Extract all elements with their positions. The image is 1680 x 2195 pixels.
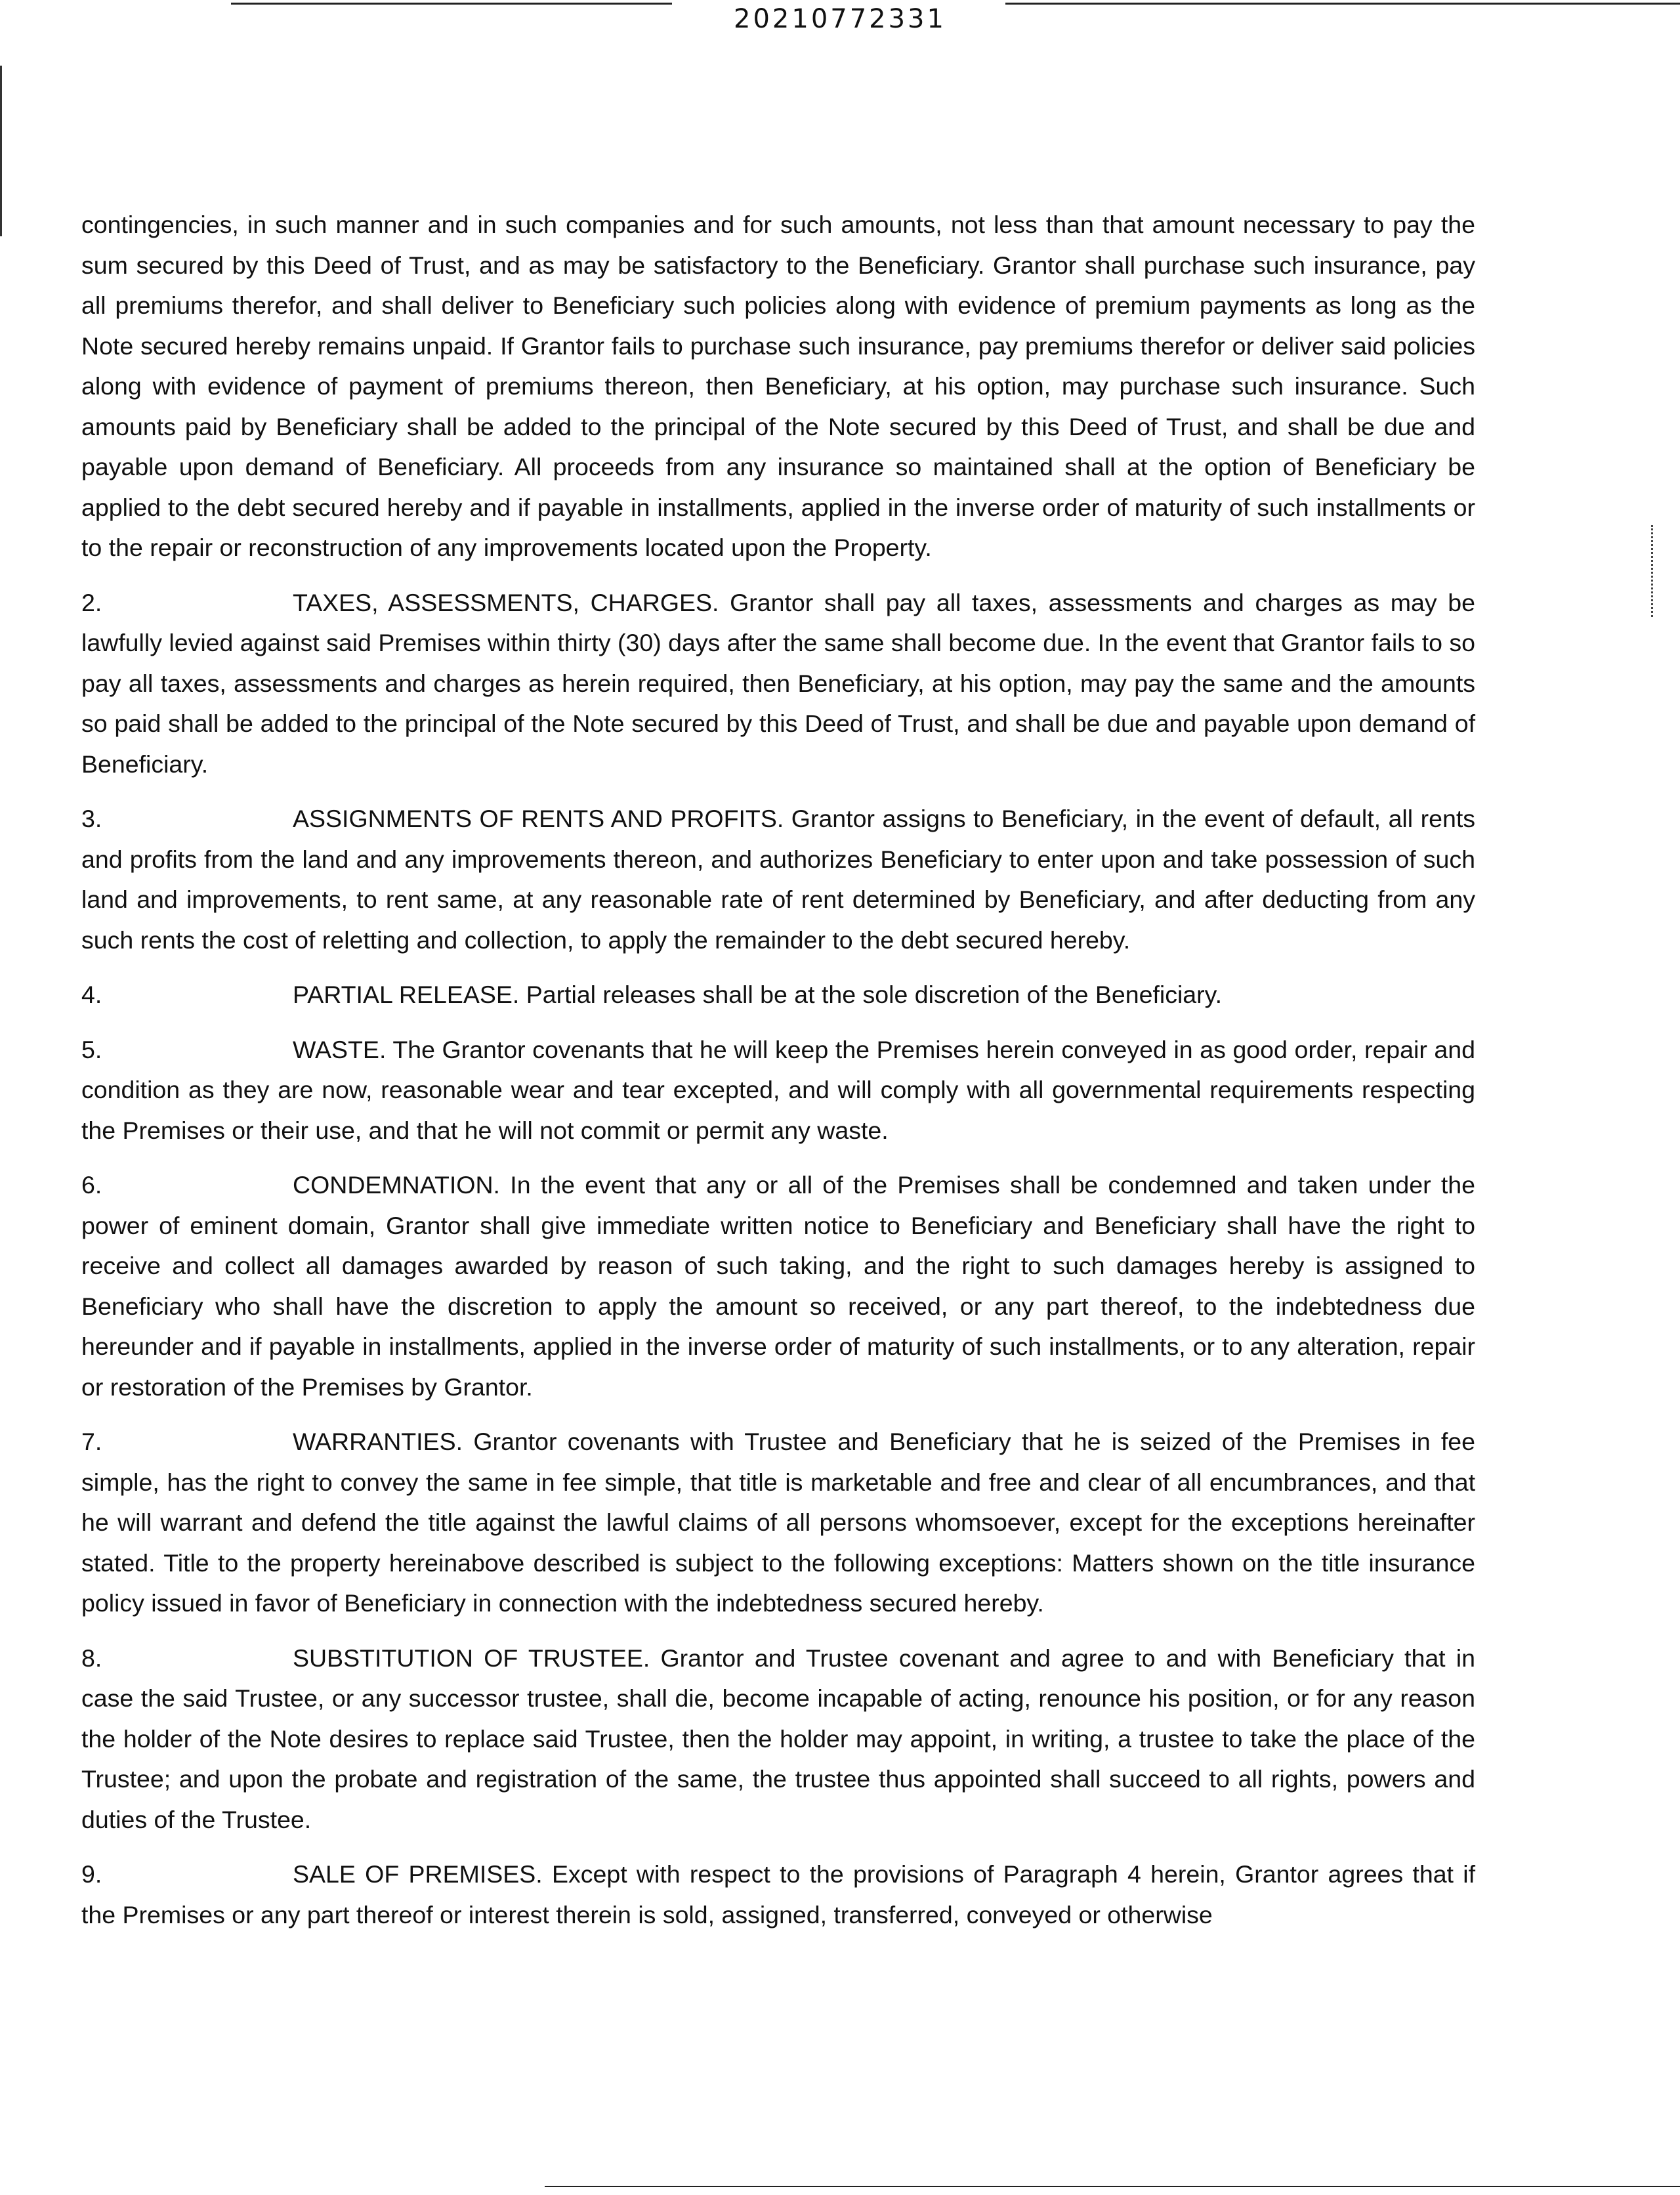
paragraph-number: 8. — [81, 1644, 102, 1672]
paragraph-heading: SUBSTITUTION OF TRUSTEE. — [293, 1644, 650, 1672]
paragraph-text: In the event that any or all of the Premises shall be condemned and taken under the power of eminent domain, Grantor shall give immediate written notice to Beneficiary and Beneficiary shall have the right to receive and collect all damages awarded by reason of such taking, and the right to such damages hereby is assigned to Beneficiary who shall have the discretion to apply the amount so received, or any part thereof, to the indebtedness due hereunder and if payable in installments, applied in the inverse order of maturity of such installments, or to any alteration, repair or restoration of the Premises by Grantor. — [81, 1171, 1475, 1401]
paragraph-number: 6. — [81, 1171, 102, 1199]
bottom-rule — [545, 2186, 1680, 2187]
paragraph-heading: PARTIAL RELEASE. — [293, 981, 520, 1008]
document-body — [81, 205, 1475, 1950]
paragraph-number: 3. — [81, 805, 102, 832]
paragraph-text: Grantor covenants with Trustee and Beneficiary that he is seized of the Premises in fee simple, has the right to convey the same in fee simple, that title is marketable and free and clear of all encumbrances, and that he will warrant and defend the title against the lawful claims of all persons whomsoever, except for the exceptions hereinafter stated. Title to the property hereinabove described is subject to the following exceptions: Matters shown on the title insurance policy issued in favor of Beneficiary in connection with the indebtedness secured hereby. — [81, 1428, 1475, 1617]
paragraph-1-continued — [81, 205, 1475, 568]
document-number: 20210772331 — [734, 4, 946, 34]
paragraph-number: 5. — [81, 1035, 102, 1063]
scan-left-edge-mark — [0, 66, 2, 236]
paragraph-5 — [81, 1030, 1475, 1151]
paragraph-text: Grantor shall pay all taxes, assessments and charges as may be lawfully levied against said Premises within thirty (30) days after the same shall become due. In the event that Grantor fails to so pay all taxes, assessments and charges as herein required, then Beneficiary, at his option, may pay the same and the amounts so paid shall be added to the principal of the Note secured by this Deed of Trust, and shall be due and payable upon demand of Beneficiary. — [81, 588, 1476, 778]
paragraph-text: Partial releases shall be at the sole discretion of the Beneficiary. — [526, 981, 1223, 1008]
paragraph-4 — [81, 975, 1475, 1015]
paragraph-heading: WARRANTIES. — [293, 1428, 463, 1455]
paragraph-text: Grantor and Trustee covenant and agree to and with Beneficiary that in case the said Trustee, or any successor trustee, shall die, become incapable of acting, renounce his position, or for any reason the holder of the Note desires to replace said Trustee, then the holder may appoint, in writing, a trustee to take the place of the Trustee; and upon the probate and registration of the same, the trustee thus appointed shall succeed to all rights, powers and duties of the Trustee. — [81, 1644, 1475, 1833]
scan-right-edge-mark — [1651, 525, 1653, 617]
paragraph-8 — [81, 1638, 1475, 1841]
paragraph-heading: SALE OF PREMISES. — [293, 1860, 543, 1888]
paragraph-heading: ASSIGNMENTS OF RENTS AND PROFITS. — [293, 805, 784, 832]
paragraph-text: The Grantor covenants that he will keep the Premises herein conveyed in as good order, repair and condition as they are now, reasonable wear and tear excepted, and will comply with all governmental requirements respecting the Premises or their use, and that he will not commit or permit any waste. — [81, 1035, 1476, 1144]
paragraph-7 — [81, 1422, 1475, 1624]
paragraph-3 — [81, 799, 1475, 960]
paragraph-number: 7. — [81, 1428, 102, 1455]
paragraph-9 — [81, 1854, 1475, 1935]
paragraph-2 — [81, 583, 1475, 785]
paragraph-heading: WASTE. — [293, 1035, 387, 1063]
paragraph-heading: TAXES, ASSESSMENTS, CHARGES. — [293, 588, 719, 616]
paragraph-number: 9. — [81, 1860, 102, 1888]
paragraph-number: 4. — [81, 981, 102, 1008]
paragraph-number: 2. — [81, 588, 102, 616]
paragraph-text: contingencies, in such manner and in such companies and for such amounts, not less than that amount necessary to pay the sum secured by this Deed of Trust, and as may be satisfactory to the Beneficiary. Grantor shall purchase such insurance, pay all premiums therefor, and shall deliver to Beneficiary such policies along with evidence of premium payments as long as the Note secured hereby remains unpaid. If Grantor fails to purchase such insurance, pay premiums therefor or deliver said policies along with evidence of payment of premiums thereon, then Beneficiary, at his option, may purchase such insurance. Such amounts paid by Beneficiary shall be added to the principal of the Note secured by this Deed of Trust, and shall be due and payable upon demand of Beneficiary. All proceeds from any insurance so maintained shall at the option of Beneficiary be applied to the debt secured hereby and if payable in installments, applied in the inverse order of maturity of such installments or to the repair or reconstruction of any improvements located upon the Property. — [81, 211, 1475, 561]
paragraph-6 — [81, 1165, 1475, 1407]
paragraph-heading: CONDEMNATION. — [293, 1171, 500, 1199]
paragraph-text: Grantor assigns to Beneficiary, in the event of default, all rents and profits from the land and any improvements thereon, and authorizes Beneficiary to enter upon and take possession of such land and improvements, to rent same, at any reasonable rate of rent determined by Beneficiary, and after deducting from any such rents the cost of reletting and collection, to apply the remainder to the debt secured hereby. — [81, 805, 1475, 954]
paragraph-text: Except with respect to the provisions of Paragraph 4 herein, Grantor agrees that if the Premises or any part thereof or interest therein is sold, assigned, transferred, conveyed or otherwise — [81, 1860, 1475, 1929]
